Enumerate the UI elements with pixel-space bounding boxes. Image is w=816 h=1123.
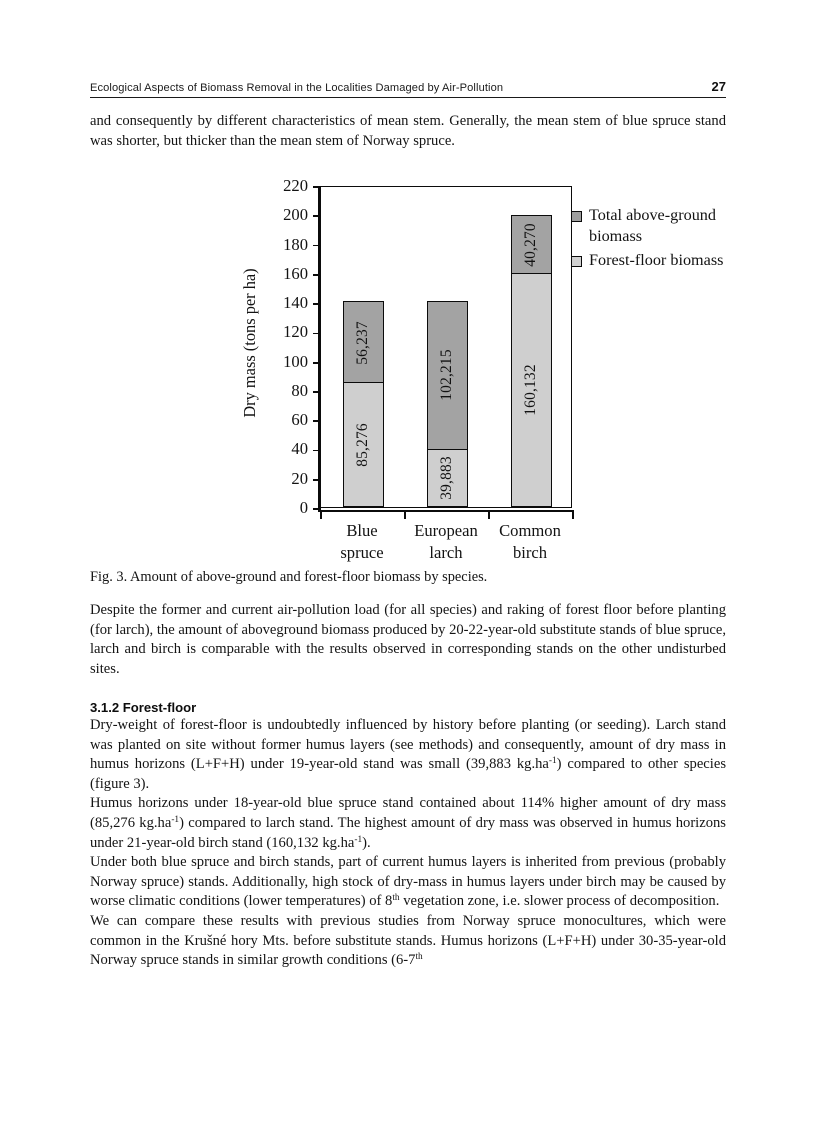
para2-superscript-2: -1 [354, 834, 363, 845]
section-heading: 3.1.2 Forest-floor [90, 700, 197, 715]
y-tick-mark [313, 362, 321, 364]
x-axis-labels [320, 520, 572, 564]
x-tick-mark [404, 510, 406, 519]
figure-3 [90, 178, 726, 568]
y-tick-mark [313, 303, 321, 305]
figure-caption: Fig. 3. Amount of above-ground and forest-floor biomass by species. [90, 569, 488, 585]
y-tick-mark [313, 215, 321, 217]
y-tick-mark [313, 391, 321, 393]
legend-item [571, 205, 786, 247]
bar-value-label: 39,883 [438, 456, 455, 500]
bar-value-label: 40,270 [522, 222, 539, 267]
para3-text-b: vegetation zone, i.e. slower process of decomposition. [399, 893, 720, 910]
y-axis-title: Dry mass (tons per ha) [240, 268, 259, 418]
section-paragraph-3 [90, 853, 726, 912]
bar-value-label: 102,215 [438, 349, 455, 402]
section-paragraph-4 [90, 912, 726, 971]
section-paragraph-2 [90, 794, 726, 853]
y-tick-mark [313, 450, 321, 452]
y-tick-label: 20 [291, 468, 308, 488]
y-tick-mark [313, 479, 321, 481]
post-figure-paragraph: Despite the former and current air-pollution load (for all species) and raking of forest floor before planting (for larch), the amount of aboveground biomass produced by 20-22-year-old substitute stands of blue spruce, larch and birch is comparable with the results observed in corresponding stands on the other undisturbed sites. [90, 602, 726, 677]
para1-superscript: -1 [548, 756, 557, 767]
y-tick-label: 120 [283, 322, 308, 342]
y-tick-label: 140 [283, 293, 308, 313]
bar-segment-above-ground [343, 301, 384, 383]
para2-text-a: Humus horizons under 18-year-old blue spruce stand contained about 114% higher amount of dry mass (85,276 kg.ha [90, 795, 726, 831]
legend-label: Total above-ground biomass [589, 206, 716, 245]
legend-swatch-dark-icon [571, 211, 582, 222]
x-tick-mark [320, 510, 322, 519]
stacked-bar-chart [90, 178, 726, 568]
para2-text-c: ). [362, 834, 371, 851]
y-tick-label: 80 [291, 380, 308, 400]
y-tick-mark [313, 333, 321, 335]
legend-item [571, 250, 786, 271]
x-axis-category-label: Blue spruce [340, 521, 384, 562]
bar-segment-forest-floor [427, 449, 468, 507]
x-tick-mark [572, 510, 574, 519]
chart-legend [571, 205, 786, 274]
y-tick-label: 200 [283, 205, 308, 225]
para1-text-a: Dry-weight of forest-floor is undoubtedly influenced by history before planting (or seeding). Larch stand was planted on site without former humus layers (see methods) and consequently, amount of dry mass in humus horizons (L+F+H) under 19-year-old stand was small (39,883 kg.ha [90, 717, 726, 773]
bar-segment-above-ground [427, 301, 468, 451]
x-tick-mark [488, 510, 490, 519]
bar-stack [511, 215, 552, 507]
y-tick-mark [313, 245, 321, 247]
para4-superscript: th [415, 952, 423, 963]
post-figure-block [90, 601, 726, 679]
bar-segment-above-ground [511, 215, 552, 274]
running-header [90, 79, 726, 98]
x-axis-category-label: European larch [414, 521, 478, 562]
para2-text-b: ) compared to larch stand. The highest amount of dry mass was observed in humus horizons under 21-year-old birch stand (160,132 kg.ha [90, 814, 726, 851]
bar-value-label: 56,237 [354, 320, 371, 365]
para2-superscript-1: -1 [171, 815, 180, 826]
y-tick-mark [313, 274, 321, 276]
bar-value-label: 85,276 [354, 422, 371, 467]
para3-text-a: Under both blue spruce and birch stands, part of current humus layers is inherited from previous (probably Norway spruce) stands. Additionally, high stock of dry-mass in humus layers under birch may be caused by worse climatic conditions (lower temperatures) of 8 [90, 854, 726, 910]
para1-text-b: ) compared to other species (figure 3). [90, 756, 726, 792]
y-tick-label: 220 [283, 176, 308, 195]
intro-paragraph-block [90, 112, 726, 151]
x-axis-category-label: Common birch [499, 521, 561, 562]
y-tick-label: 0 [299, 498, 308, 517]
y-tick-label: 180 [283, 234, 308, 254]
y-tick-label: 160 [283, 263, 308, 283]
legend-label: Forest-floor biomass [589, 251, 724, 269]
y-tick-mark [313, 186, 321, 188]
para4-text-a: We can compare these results with previous studies from Norway spruce monocultures, which were common in the Krušné hory Mts. before substitute stands. Humus horizons (L+F+H) under 30-35-year-old Norway spruce stands in similar growth conditions (6-7 [90, 912, 726, 969]
bar-segment-forest-floor [343, 382, 384, 507]
page-number: 27 [711, 79, 726, 94]
bar-stack [427, 301, 468, 507]
para3-superscript: th [392, 893, 400, 904]
intro-paragraph: and consequently by different characteristics of mean stem. Generally, the mean stem of blue spruce stand was shorter, but thicker than the mean stem of Norway spruce. [90, 113, 726, 149]
section-paragraph-1 [90, 716, 726, 794]
bar-stack [343, 301, 384, 507]
x-axis-line [318, 510, 574, 512]
section-forest-floor [90, 700, 726, 971]
plot-area [283, 176, 724, 517]
header-title: Ecological Aspects of Biomass Removal in the Localities Damaged by Air-Pollution [90, 82, 504, 94]
y-tick-mark [313, 420, 321, 422]
bar-segment-forest-floor [511, 273, 552, 507]
y-tick-label: 60 [291, 410, 308, 430]
y-tick-label: 40 [291, 439, 308, 459]
legend-swatch-light-icon [571, 256, 582, 267]
bar-value-label: 160,132 [522, 364, 539, 416]
y-tick-label: 100 [283, 351, 308, 371]
